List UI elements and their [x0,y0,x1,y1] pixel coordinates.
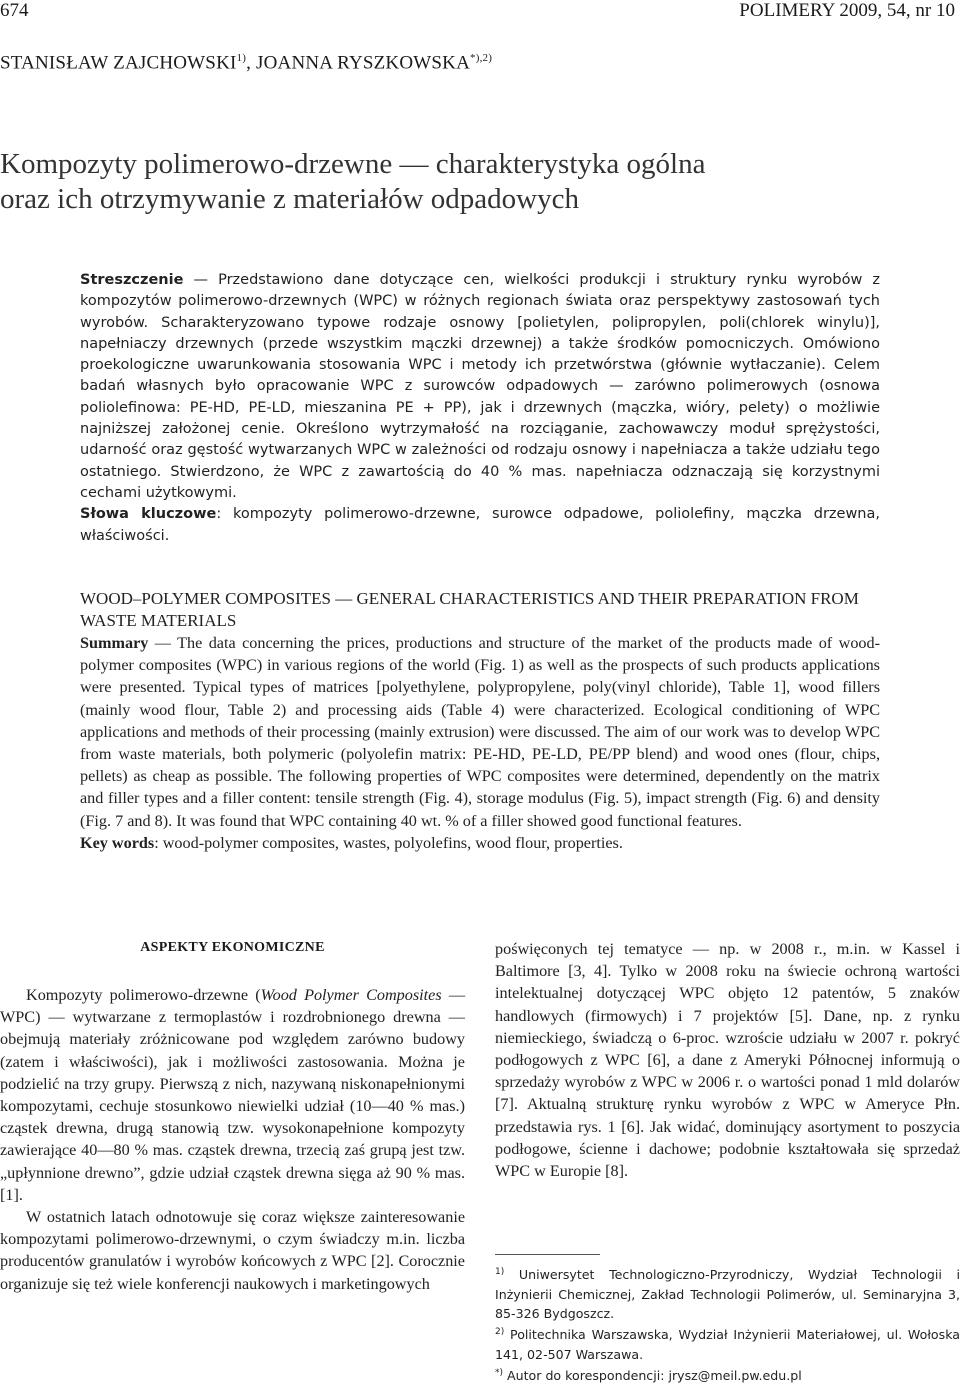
en-keywords-label: Key words [80,833,155,852]
english-summary [80,632,880,854]
footnote-3: *) Autor do korespondencji: jrysz@meil.pw.edu.pl [495,1368,802,1384]
footnote-divider [495,1254,600,1255]
body-paragraph-1: Kompozyty polimerowo-drzewne (Wood Polymer Composites — WPC) — wytwarzane z termoplastów i rozdrobnionego drewna — obejmują materiały zróżnicowane pod względem zarówno budowy (zatem i właściwości), jak i możliwości zastosowania. Można je podzielić na trzy grupy. Pierwszą z nich, nazywaną niskonapełnionymi kompozytami, cechuje stosunkowo niewielki udział (10—40 % mas.) cząstek drewna, drugą stanowią tzw. wysokonapełnione kompozyty zawierające 40—80 % mas. cząstek drewna, trzecią zaś grupą jest tzw. „upłynnione drewno”, gdzie udział cząstek drewna sięga aż 90 % mas. [1]. [0,986,466,1204]
footnote-2: $^{2)}$ Politechnika Warszawska, Wydział Inżynierii Materiałowej, ul. Wołoska 141, 02-507 Warszawa. [495,1327,960,1362]
summary-label: Summary [80,634,149,652]
author-2-affiliation-mark: *),2) [470,52,493,64]
keywords-label: Słowa kluczowe [80,506,217,523]
authors [0,52,492,74]
author-1: STANISŁAW ZAJCHOWSKI [0,52,237,74]
abstract-label: Streszczenie [80,272,184,288]
footnotes [495,1263,960,1386]
abstract-text: — Przedstawiono dane dotyczące cen, wielkości produkcji i struktury rynku wyrobów z kompozytów polimerowo-drzewnych (WPC) w różnych regionach świata oraz perspektywy zastosowań tych wyrobów. Scharakteryzowano typowe rodzaje osnowy [polietylen, polipropylen, poli(chlorek winylu)], napełniaczy drzewnych (przede wszystkim mączki drzewnej) a także środków pomocniczych. Omówiono proekologiczne uwarunkowania stosowania WPC i metody ich przetwórstwa (głównie wytłaczanie). Celem badań własnych było opracowanie WPC z surowców odpadowych — zarówno polimerowych (osnowa poliolefinowa: PE-HD, PE-LD, mieszanina PE + PP), jak i drzewnych (mączka, wióry, pelety) o możliwie najniższej założonej cenie. Określono wytrzymałość na rozciąganie, zachowawczy moduł sprężystości, udarność oraz gęstość wytwarzanych WPC w zależności od rodzaju osnowy i napełniacza a także udziału tego ostatniego. Stwierdzono, że WPC z zawartością do 40 % mas. napełniacza odznaczają się korzystnymi cechami użytkowymi. [80,272,880,501]
author-1-affiliation-mark: 1) [236,52,247,64]
english-title: WOOD–POLYMER COMPOSITES — GENERAL CHARACTERISTICS AND THEIR PREPARATION FROM WASTE MATERIALS [80,589,859,630]
article-title [0,147,940,217]
author-2: JOANNA RYSZKOWSKA [256,52,471,74]
footnote-1: $^{1)}$ Uniwersytet Technologiczno-Przyrodniczy, Wydział Technologii i Inżynierii Chemicznej, Zakład Technologii Polimerów, ul. Seminaryjna 3, 85-326 Bydgoszcz. [495,1267,960,1321]
body-paragraph-2: W ostatnich latach odnotowuje się coraz większe zainteresowanie kompozytami polimerowo-drzewnymi, o czym świadczy m.in. liczba producentów granulatów i wyrobów końcowych z WPC [2]. Corocznie organizuje się też wiele konferencji naukowych i marketingowych [0,1208,465,1293]
journal-header: POLIMERY 2009, 54, nr 10 [739,0,955,21]
polish-abstract [80,270,880,547]
keywords-text: : kompozyty polimerowo-drzewne, surowce odpadowe, poliolefiny, mączka drzewna, właściwości. [80,506,880,544]
title-line-2: oraz ich otrzymywanie z materiałów odpadowych [0,183,579,215]
en-keywords-text: : wood-polymer composites, wastes, polyolefins, wood flour, properties. [154,833,623,852]
summary-text: — The data concerning the prices, productions and structure of the market of the products made of wood-polymer composites (WPC) in various regions of the world (Fig. 1) as well as the prospects of such products applications were presented. Typical types of matrices [polyethylene, polypropylene, poly(vinyl chloride), Table 1], wood fillers (mainly wood flour, Table 2) and processing aids (Table 4) were characterized. Ecological conditioning of WPC applications and methods of their processing (mainly extrusion) were discussed. The aim of our work was to develop WPC from waste materials, both polymeric (polyolefin matrix: PE-HD, PE-LD, PE/PP blend) and wood ones (flour, chips, pellets) as cheap as possible. The following properties of WPC composites were determined, dependently on the matrix and filler types and a filler content: tensile strength (Fig. 4), storage modulus (Fig. 5), impact strength (Fig. 6) and density (Fig. 7 and 8). It was found that WPC containing 40 wt. % of a filler showed good functional features. [80,634,880,830]
page-number: 674 [0,0,29,21]
title-line-1: Kompozyty polimerowo-drzewne — charakterystyka ogólna [0,148,706,180]
body-paragraph-3: poświęconych tej tematyce — np. w 2008 r., m.in. w Kassel i Baltimore [3, 4]. Tylko w 2008 roku na świecie ochroną wartości intelektualnej dotyczącej WPC objęto 12 patentów, 5 znaków handlowych (firmowych) i 7 projektów [5]. Dane, np. z rynku niemieckiego, świadczą o 6-proc. wzroście udziału w 2007 r. pokryć podłogowych z WPC [6], a dane z Ameryki Północnej informują o sprzedaży wyrobów z WPC w 2006 r. o wartości ponad 1 mld dolarów [7]. Aktualną strukturę rynku wyrobów z WPC w Ameryce Płn. przedstawia rys. 1 [6]. Jak widać, dominujący asortyment to poszycia podłogowe, ścienne i dachowe; podobnie kształtowała się sprzedaż WPC w Europie [8]. [495,940,960,1181]
body-column-left [0,984,465,1295]
section-heading: ASPEKTY EKONOMICZNE [140,940,325,955]
body-column-right [495,938,960,1182]
author-separator: , [246,52,257,74]
italic-term: Wood Polymer Composites [260,986,442,1004]
